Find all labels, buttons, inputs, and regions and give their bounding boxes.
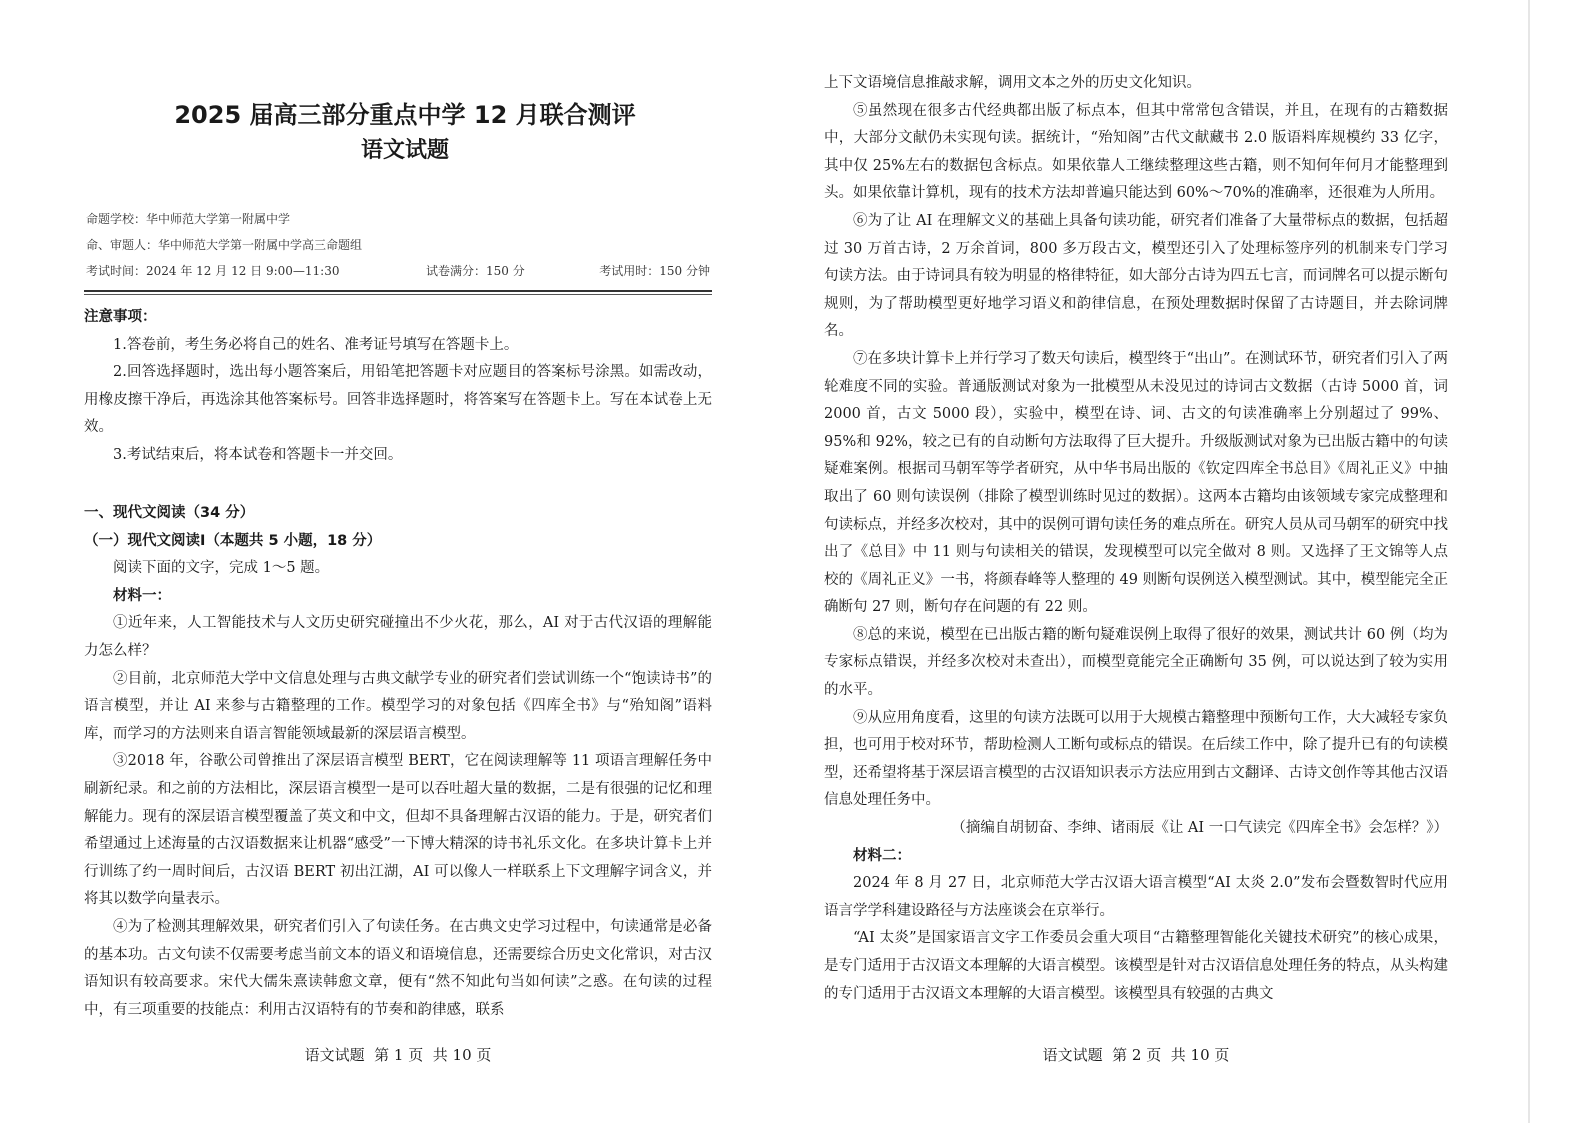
notice-title: 注意事项： xyxy=(84,309,157,325)
paragraph: “AI 太炎”是国家语言文字工作委员会重大项目“古籍整理智能化关键技术研究”的核心成果，是专门适用于古汉语文本理解的大语言模型。该模型是针对古汉语信息处理任务的特点，从头构建的专门适用于古汉语文本理解的大语言模型。该模型具有较强的古典文 xyxy=(824,930,1448,1002)
notice-item: 3.考试结束后，将本试卷和答题卡一并交回。 xyxy=(113,446,403,463)
meta-time: 考试时间：2024 年 12 月 12 日 9:00—11:30 xyxy=(86,264,340,278)
paragraph: ⑧总的来说，模型在已出版古籍的断句疑难误例上取得了很好的效果，测试共计 60 例（均为专家标点错误，并经多次校对未查出），而模型竟能完全正确断句 35 例，可以说达到了较为实用的水平。 xyxy=(824,626,1448,699)
section-title: 一、现代文阅读（34 分） xyxy=(84,505,255,521)
notice-block xyxy=(84,304,712,470)
material-label: 材料二： xyxy=(853,847,911,864)
paragraph: ③2018 年，谷歌公司曾推出了深层语言模型 BERT，它在阅读理解等 11 项语言理解任务中刷新纪录。和之前的方法相比，深层语言模型一是可以吞吐超大量的数据，二是有很强的记忆和理解能力。现有的深层语言模型覆盖了英文和中文，但却不具备理解古汉语的能力。于是，研究者们希望通过上述海量的古汉语数据来让机器“感受”一下博大精深的诗书礼乐文化。在多块计算卡上并行训练了约一周时间后，古汉语 BERT 初出江湖，AI 可以像人一样联系上下文理解字词含义，并将其以数学向量表示。 xyxy=(84,753,712,908)
notice-item: 2.回答选择题时，选出每小题答案后，用铅笔把答题卡对应题目的答案标号涂黑。如需改动，用橡皮擦干净后，再选涂其他答案标号。回答非选择题时，将答案写在答题卡上。写在本试卷上无效。 xyxy=(84,364,712,436)
material-label: 材料一： xyxy=(113,587,171,604)
reading-section xyxy=(84,500,712,1024)
paragraph-continuation: 上下文语境信息推敲求解，调用文本之外的历史文化知识。 xyxy=(824,75,1201,91)
paragraph: ⑨从应用角度看，这里的句读方法既可以用于大规模古籍整理中预断句工作，大大减轻专家负担，也可用于校对环节，帮助检测人工断句或标点的错误。在后续工作中，除了提升已有的句读模型，还希望将基于深层语言模型的古汉语知识表示方法应用到古文翻译、古诗文创作等其他古汉语信息处理任务中。 xyxy=(824,709,1448,809)
paragraph: ⑤虽然现在很多古代经典都出版了标点本，但其中常常包含错误，并且，在现有的古籍数据中，大部分文献仍未实现句读。据统计，“殆知阁”古代文献藏书 2.0 版语料库规模约 33 亿字，其中仅 25%左右的数据包含标点。如果依靠人工继续整理这些古籍，则不知何年何月才能整理到头。如果依靠计算机，现有的技术方法却普遍只能达到 60%～70%的准确率，还很难为人所用。 xyxy=(824,102,1448,202)
subsection-title: （一）现代文阅读Ⅰ（本题共 5 小题，18 分） xyxy=(84,532,382,549)
instruction: 阅读下面的文字，完成 1～5 题。 xyxy=(113,560,330,577)
paragraph: ①近年来，人工智能技术与人文历史研究碰撞出不少火花，那么，AI 对于古代汉语的理解能力怎么样？ xyxy=(84,615,712,659)
paragraph: ⑥为了让 AI 在理解文义的基础上具备句读功能，研究者们准备了大量带标点的数据，包括超过 30 万首古诗，2 万余首词，800 多万段古文，模型还引入了处理标签序列的机制来专门学习句读方法。由于诗词具有较为明显的格律特征，如大部分古诗为四五七言，而词牌名可以提示断句规则，为了帮助模型更好地学习语义和韵律信息，在预处理数据时保留了古诗题目，并去除词牌名。 xyxy=(824,212,1448,340)
paragraph: ⑦在多块计算卡上并行学习了数天句读后，模型终于“出山”。在测试环节，研究者们引入了两轮难度不同的实验。普通版测试对象为一批模型从未没见过的诗词古文数据（古诗 5000 首，词 2000 首，古文 5000 段），实验中，模型在诗、词、古文的句读准确率上分别超过了 99%、95%和 92%，较之已有的自动断句方法取得了巨大提升。升级版测试对象为已出版古籍中的句读疑难案例。根据司马朝军等学者研究，从中华书局出版的《钦定四库全书总目》《周礼正义》中抽取出了 60 则句读误例（排除了模型训练时见过的数据）。这两本古籍均由该领域专家完成整理和句读标点，并经多次校对，其中的误例可谓句读任务的难点所在。研究人员从司马朝军的研究中找出了《总目》中 11 则与句读相关的错误，发现模型可以完全做对 8 则。又选择了王文锦等人点校的《周礼正义》一书，将颜春峰等人整理的 49 则断句误例送入模型测试。其中，模型能完全正确断句 27 则，断句存在问题的有 22 则。 xyxy=(824,350,1448,616)
page-left xyxy=(0,0,790,1123)
notice-item: 1.答卷前，考生务必将自己的姓名、准考证号填写在答题卡上。 xyxy=(113,336,519,353)
meta-duration: 考试用时：150 分钟 xyxy=(599,264,710,278)
meta-school: 命题学校：华中师范大学第一附属中学 xyxy=(86,212,291,226)
exam-title: 2025 届高三部分重点中学 12 月联合测评 xyxy=(174,101,636,129)
reading-continued xyxy=(824,70,1448,1008)
meta-setter: 命、审题人：华中师范大学第一附属中学高三命题组 xyxy=(86,238,363,252)
paragraph: ④为了检测其理解效果，研究者们引入了句读任务。在古典文史学习过程中，句读通常是必备的基本功。古文句读不仅需要考虑当前文本的语义和语境信息，还需要综合历史文化常识，对古汉语知识有较高要求。宋代大儒朱熹读韩愈文章，便有“然不知此句当如何读”之惑。在句读的过程中，有三项重要的技能点：利用古汉语特有的节奏和韵律感，联系 xyxy=(84,918,712,1018)
page-right xyxy=(790,0,1588,1123)
paragraph: 2024 年 8 月 27 日，北京师范大学古汉语大语言模型“AI 太炎 2.0”发布会暨数智时代应用语言学学科建设路径与方法座谈会在京举行。 xyxy=(824,875,1448,919)
meta-score: 试卷满分：150 分 xyxy=(426,264,525,278)
citation: （摘编自胡韧奋、李绅、诸雨辰《让 AI 一口气读完《四库全书》会怎样？》） xyxy=(951,820,1448,837)
header-rule-thin xyxy=(84,294,712,295)
paragraph: ②目前，北京师范大学中文信息处理与古典文献学专业的研究者们尝试训练一个“饱读诗书”的语言模型，并让 AI 来参与古籍整理的工作。模型学习的对象包括《四库全书》与“殆知阁”语料库，而学习的方法则来自语言智能领域最新的深层语言模型。 xyxy=(84,670,712,742)
page-footer: 语文试题 第 1 页 共 10 页 xyxy=(304,1046,492,1064)
page-footer: 语文试题 第 2 页 共 10 页 xyxy=(1042,1046,1230,1064)
header-rule xyxy=(84,290,712,292)
exam-subtitle: 语文试题 xyxy=(360,138,449,163)
